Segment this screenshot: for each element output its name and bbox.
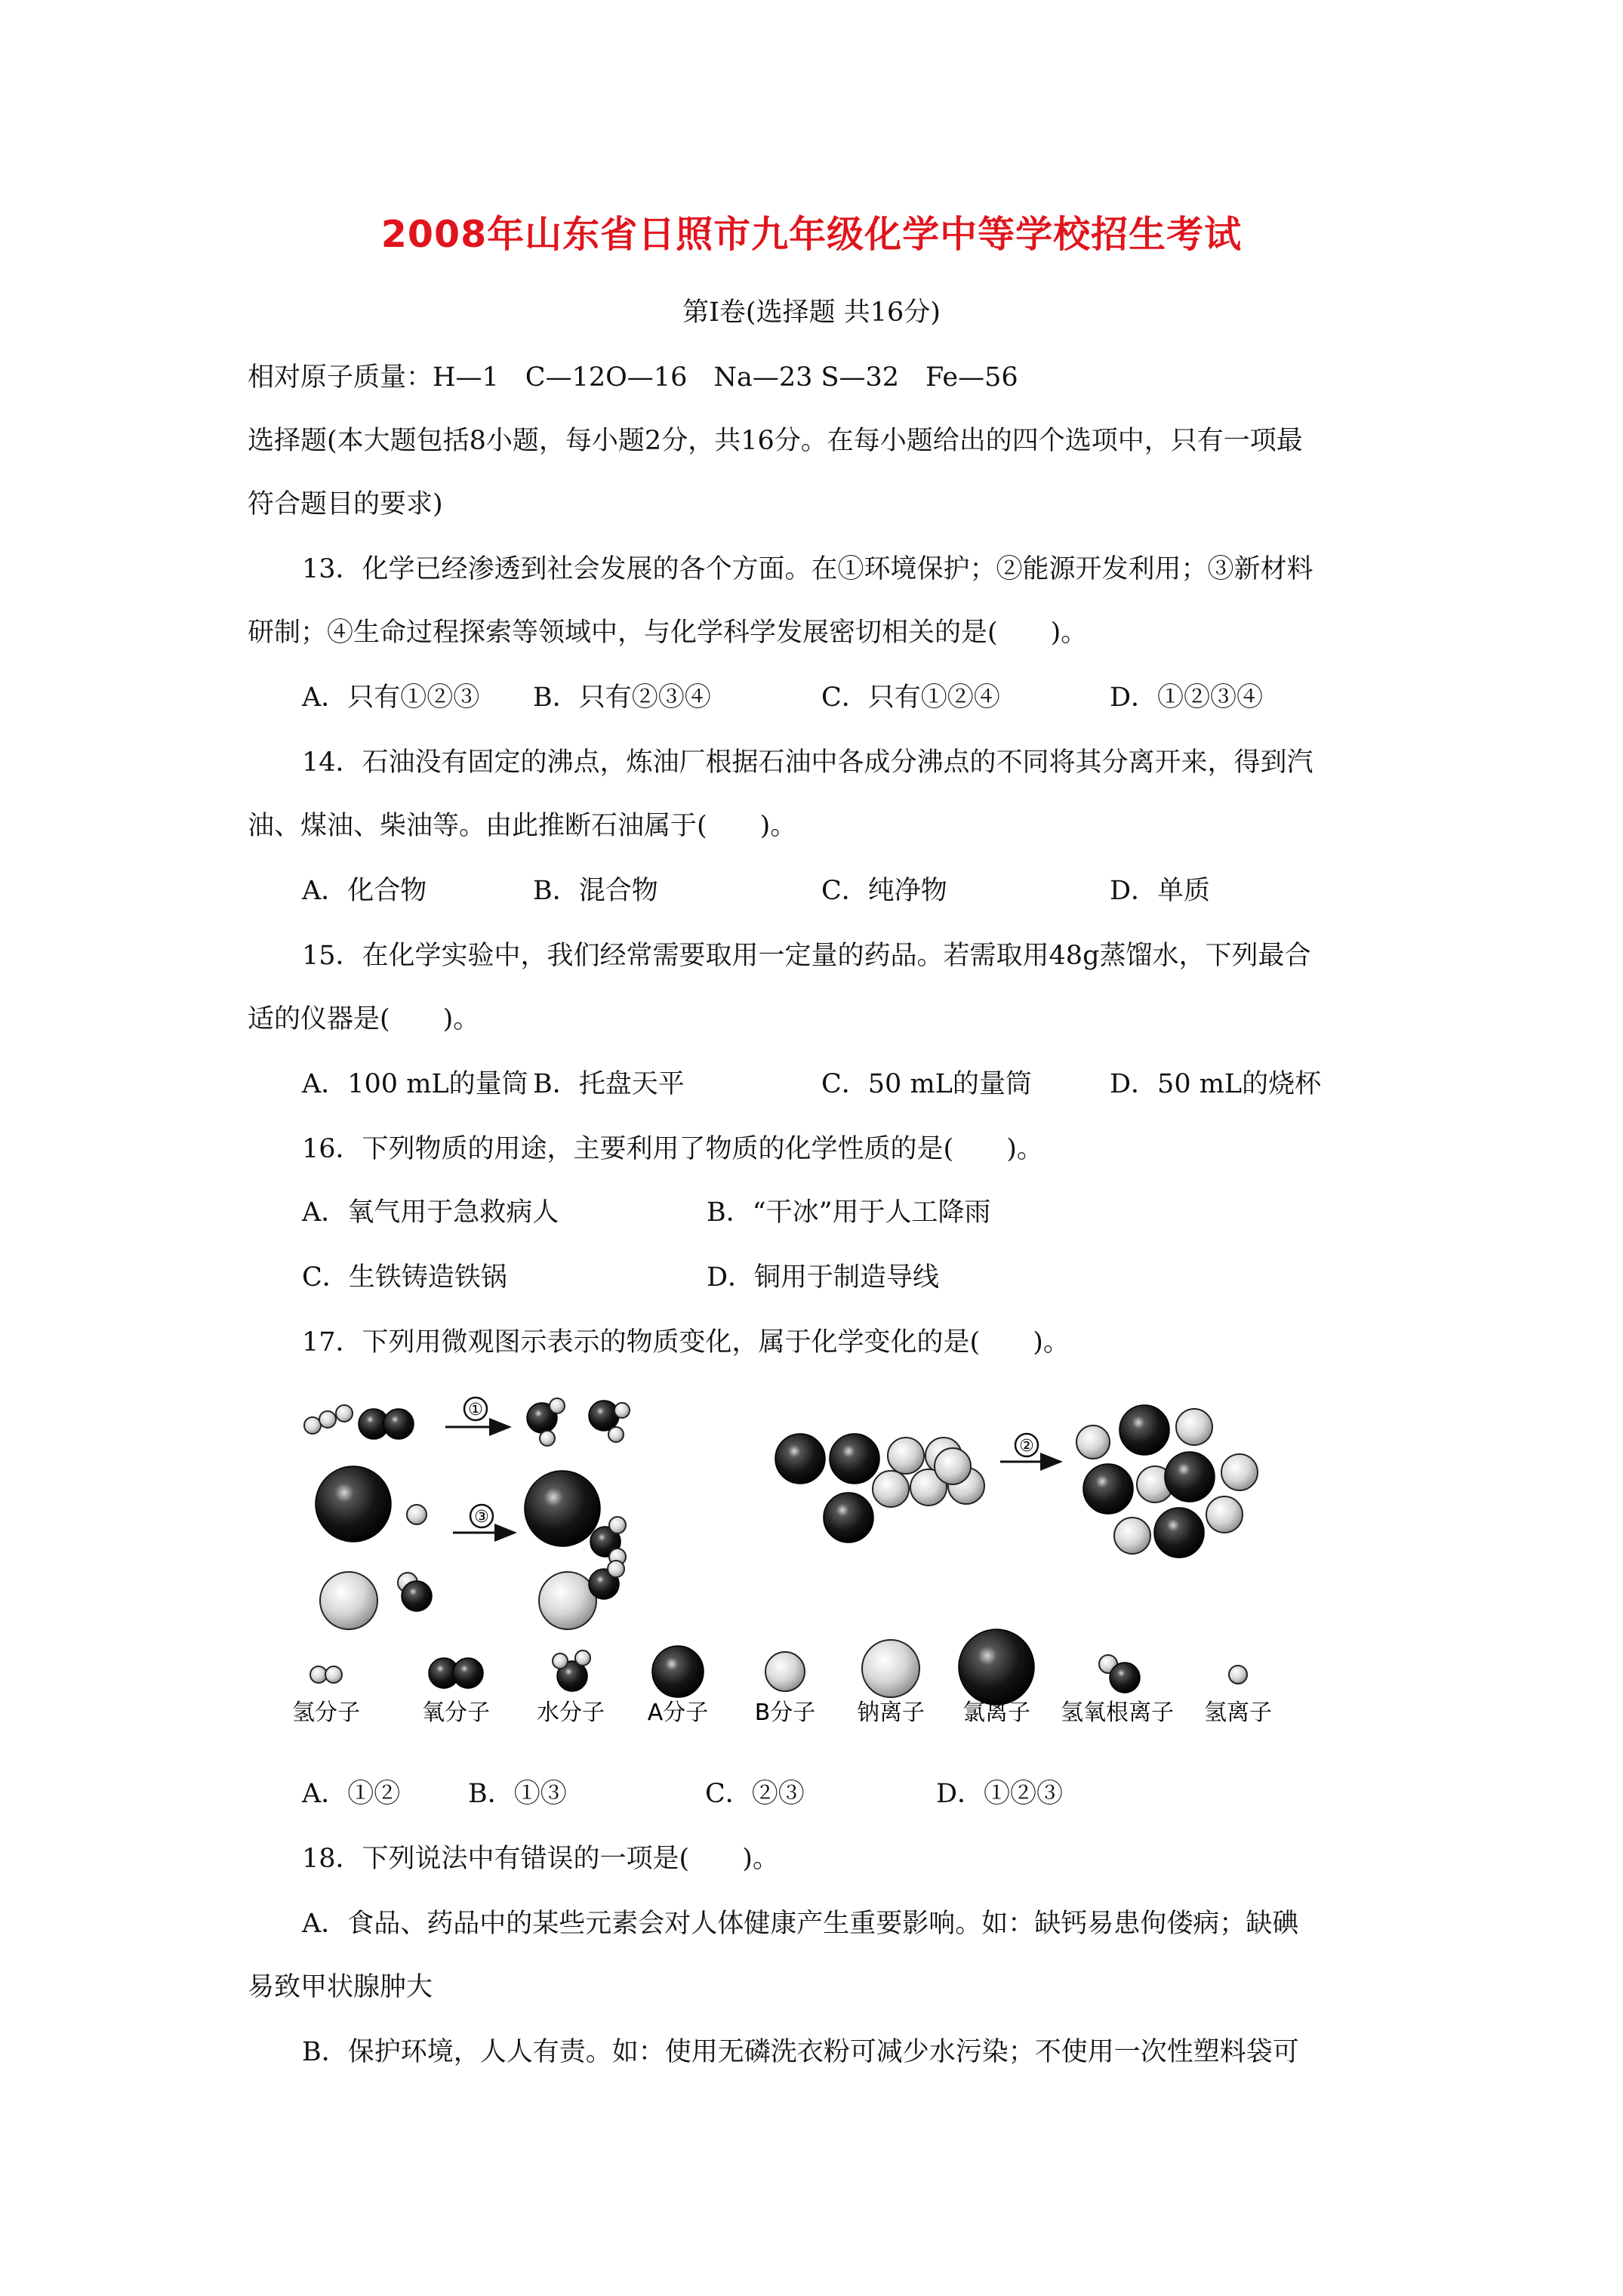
q14-option-c: C．纯净物	[821, 876, 947, 906]
instructions-line-2: 符合题目的要求)	[248, 489, 443, 519]
exam-title: 2008年山东省日照市九年级化学中等学校招生考试	[380, 213, 1243, 256]
q17-molecular-diagram	[292, 1382, 1374, 1759]
q18-line-2: A．食品、药品中的某些元素会对人体健康产生重要影响。如：缺钙易患佝偻病；缺碘	[302, 1909, 1299, 1939]
q14-option-b: B．混合物	[533, 876, 658, 906]
q18-line-4: B．保护环境，人人有责。如：使用无磷洗衣粉可减少水污染；不使用一次性塑料袋可	[302, 2037, 1299, 2067]
legend-water-molecule: 水分子	[537, 1700, 605, 1726]
q14-option-a: A．化合物	[302, 876, 427, 906]
q13-option-c: C．只有①②④	[821, 683, 1000, 713]
q15-option-d: D．50 mL的烧杯	[1110, 1069, 1322, 1099]
arrow-label-3: ③	[474, 1508, 489, 1527]
q13-line-2: 研制；④生命过程探索等领域中，与化学科学发展密切相关的是( )。	[248, 618, 1088, 648]
q16-option-b: B．“干冰”用于人工降雨	[707, 1197, 991, 1228]
reaction-1	[304, 1398, 630, 1446]
legend-hydroxide-ion: 氢氧根离子	[1061, 1700, 1174, 1726]
q17-option-d: D．①②③	[936, 1779, 1064, 1809]
q16-option-d: D．铜用于制造导线	[707, 1262, 940, 1293]
legend-hydrogen-molecule: 氢分子	[292, 1700, 360, 1726]
q13-option-b: B．只有②③④	[533, 683, 711, 713]
reaction-3	[316, 1466, 626, 1629]
q15-option-b: B．托盘天平	[533, 1069, 685, 1099]
q14-option-d: D．单质	[1110, 876, 1211, 906]
q14-line-2: 油、煤油、柴油等。由此推断石油属于( )。	[248, 811, 797, 841]
q17-line-1: 17．下列用微观图示表示的物质变化，属于化学变化的是( )。	[302, 1327, 1070, 1358]
q16-option-a: A．氧气用于急救病人	[302, 1197, 559, 1228]
arrow-label-2: ②	[1019, 1437, 1034, 1456]
q14-line-1: 14．石油没有固定的沸点，炼油厂根据石油中各成分沸点的不同将其分离开来，得到汽	[302, 747, 1313, 778]
q18-line-1: 18．下列说法中有错误的一项是( )。	[302, 1844, 779, 1874]
q17-option-c: C．②③	[705, 1779, 805, 1809]
q16-option-c: C．生铁铸造铁锅	[302, 1262, 507, 1293]
legend-hydrogen-ion: 氢离子	[1204, 1700, 1272, 1726]
legend-molecule-a: A分子	[647, 1700, 709, 1726]
q18-line-3: 易致甲状腺肿大	[248, 1972, 433, 2002]
q15-option-c: C．50 mL的量筒	[821, 1069, 1032, 1099]
instructions-line-1: 选择题(本大题包括8小题，每小题2分，共16分。在每小题给出的四个选项中，只有一项最	[248, 426, 1303, 456]
reaction-2	[775, 1405, 1258, 1558]
q17-option-a: A．①②	[302, 1779, 401, 1809]
q15-line-2: 适的仪器是( )。	[248, 1004, 480, 1034]
atomic-masses: 相对原子质量：H—1 C—12O—16 Na—23 S—32 Fe—56	[248, 362, 1018, 393]
q17-option-b: B．①③	[468, 1779, 567, 1809]
q16-line-1: 16．下列物质的用途，主要利用了物质的化学性质的是( )。	[302, 1134, 1043, 1164]
arrow-label-1: ①	[468, 1401, 483, 1419]
q13-option-d: D．①②③④	[1110, 683, 1264, 713]
q13-line-1: 13．化学已经渗透到社会发展的各个方面。在①环境保护；②能源开发利用；③新材料	[302, 554, 1313, 584]
legend-chloride-ion: 氯离子	[962, 1700, 1030, 1726]
q15-option-a: A．100 mL的量筒	[302, 1069, 528, 1099]
legend-oxygen-molecule: 氧分子	[422, 1700, 490, 1726]
q15-line-1: 15．在化学实验中，我们经常需要取用一定量的药品。若需取用48g蒸馏水，下列最合	[302, 941, 1311, 971]
legend-sodium-ion: 钠离子	[857, 1700, 925, 1726]
legend-molecule-b: B分子	[754, 1700, 816, 1726]
section-heading: 第Ⅰ卷(选择题 共16分)	[682, 297, 941, 328]
q13-option-a: A．只有①②③	[302, 683, 480, 713]
q17-legend	[292, 1629, 1272, 1726]
